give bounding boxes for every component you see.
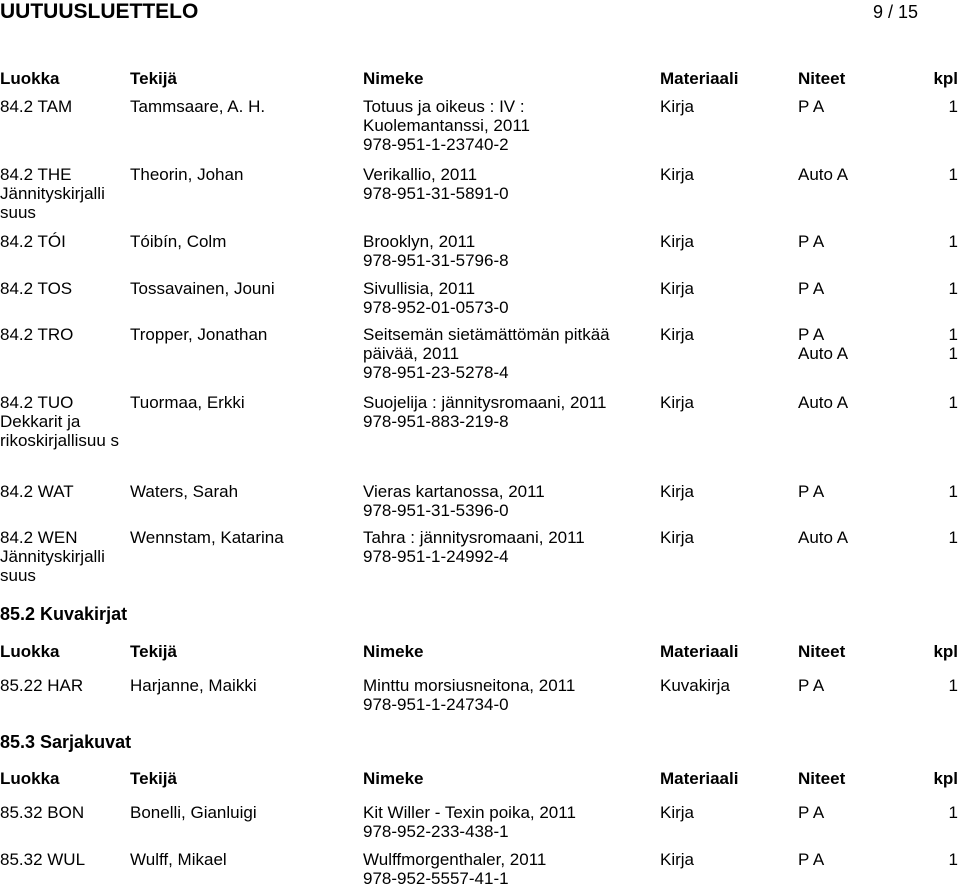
header-niteet: Niteet: [798, 642, 846, 661]
nimeke-line: Suojelija : jännitysromaani, 2011: [363, 393, 607, 412]
cell-niteet: P A: [798, 232, 825, 251]
header-niteet: Niteet: [798, 69, 846, 88]
cell-nimeke: [363, 232, 509, 270]
header-nimeke: Nimeke: [363, 69, 424, 88]
isbn: 978-951-1-24734-0: [363, 695, 509, 714]
header-nimeke: Nimeke: [363, 642, 424, 661]
header-materiaali: Materiaali: [660, 642, 739, 661]
cell-nimeke: [363, 325, 610, 382]
document-title: UUTUUSLUETTELO: [0, 0, 199, 23]
cell-nimeke: [363, 97, 530, 154]
nimeke-line: Kit Willer - Texin poika, 2011: [363, 803, 576, 822]
cell-niteet: Auto A: [798, 165, 849, 184]
column-header-row: [0, 69, 960, 91]
cell-kpl: 1: [948, 482, 958, 501]
cell-nimeke: [363, 393, 607, 431]
cell-nimeke: [363, 279, 509, 317]
nimeke-line: Sivullisia, 2011: [363, 279, 476, 298]
niteet-line: P A: [798, 325, 825, 344]
cell-materiaali: Kirja: [660, 279, 695, 298]
cell-tekija: Waters, Sarah: [130, 482, 239, 501]
nimeke-line: Tahra : jännitysromaani, 2011: [363, 528, 585, 547]
cell-nimeke: [363, 482, 545, 520]
cell-luokka: 85.22 HAR: [0, 676, 84, 695]
cell-kpl: 1: [948, 676, 958, 695]
cell-kpl: 1: [948, 528, 958, 547]
cell-tekija: Tóibín, Colm: [130, 232, 227, 251]
header-tekija: Tekijä: [130, 69, 177, 88]
isbn: 978-952-01-0573-0: [363, 298, 509, 317]
isbn: 978-951-1-23740-2: [363, 135, 509, 154]
header-luokka: Luokka: [0, 69, 60, 88]
header-luokka: Luokka: [0, 642, 60, 661]
cell-luokka: 84.2 TRO: [0, 325, 74, 344]
cell-materiaali: Kirja: [660, 803, 695, 822]
cell-luokka: 84.2 TÓI: [0, 232, 66, 251]
header-luokka: Luokka: [0, 769, 60, 788]
cell-kpl: 1: [948, 850, 958, 869]
cell-materiaali: Kirja: [660, 232, 695, 251]
kpl-line: 1: [948, 344, 958, 363]
cell-luokka: 84.2 TAM: [0, 97, 73, 116]
nimeke-line: Vieras kartanossa, 2011: [363, 482, 545, 501]
nimeke-line: Minttu morsiusneitona, 2011: [363, 676, 576, 695]
cell-nimeke: [363, 850, 546, 888]
cell-tekija: Bonelli, Gianluigi: [130, 803, 257, 822]
cell-materiaali: Kirja: [660, 165, 695, 184]
kpl-line: 1: [948, 325, 958, 344]
header-tekija: Tekijä: [130, 642, 177, 661]
isbn: 978-951-31-5396-0: [363, 501, 509, 520]
header-niteet: Niteet: [798, 769, 846, 788]
header-tekija: Tekijä: [130, 769, 177, 788]
cell-materiaali: Kirja: [660, 528, 695, 547]
section-heading-sarjakuvat: 85.3 Sarjakuvat: [0, 732, 132, 752]
cell-kpl: 1: [948, 232, 958, 251]
nimeke-line: Wulffmorgenthaler, 2011: [363, 850, 547, 869]
cell-nimeke: [363, 165, 509, 203]
cell-nimeke: [363, 676, 575, 714]
cell-niteet: P A: [798, 803, 825, 822]
isbn: 978-951-31-5796-8: [363, 251, 509, 270]
niteet-line: Auto A: [798, 344, 849, 363]
nimeke-line: Seitsemän sietämättömän pitkää: [363, 325, 610, 344]
header-kpl: kpl: [933, 69, 958, 88]
cell-nimeke: [363, 803, 576, 841]
cell-materiaali: Kirja: [660, 97, 695, 116]
nimeke-line: Brooklyn, 2011: [363, 232, 476, 251]
cell-niteet: P A: [798, 97, 825, 116]
cell-materiaali: Kirja: [660, 325, 695, 344]
cell-luokka: 85.32 BON: [0, 803, 85, 822]
isbn: 978-951-883-219-8: [363, 412, 509, 431]
cell-niteet: Auto A: [798, 528, 849, 547]
cell-materiaali: Kirja: [660, 393, 695, 412]
cell-tekija: Tammsaare, A. H.: [130, 97, 266, 116]
cell-luokka: 84.2 WAT: [0, 482, 74, 501]
cell-niteet: P A: [798, 279, 825, 298]
cell-tekija: Tuormaa, Erkki: [130, 393, 245, 412]
cell-niteet: P A: [798, 850, 825, 869]
header-materiaali: Materiaali: [660, 769, 739, 788]
cell-materiaali: Kuvakirja: [660, 676, 730, 695]
cell-kpl: 1: [948, 393, 958, 412]
cell-kpl: 1: [948, 165, 958, 184]
header-materiaali: Materiaali: [660, 69, 739, 88]
nimeke-line: Kuolemantanssi, 2011: [363, 116, 530, 135]
cell-tekija: Wennstam, Katarina: [130, 528, 284, 547]
header-kpl: kpl: [933, 769, 958, 788]
cell-kpl: 1: [948, 803, 958, 822]
cell-kpl: [949, 325, 958, 363]
cell-luokka: 84.2 TUO Dekkarit ja rikoskirjallisuu s: [0, 393, 120, 450]
column-header-row: [0, 769, 960, 791]
cell-niteet: P A: [798, 482, 825, 501]
cell-niteet: P A: [798, 676, 825, 695]
cell-tekija: Tossavainen, Jouni: [130, 279, 275, 298]
column-header-row: [0, 642, 960, 664]
cell-tekija: Theorin, Johan: [130, 165, 244, 184]
cell-luokka: 85.32 WUL: [0, 850, 86, 869]
isbn: 978-952-233-438-1: [363, 822, 509, 841]
header-nimeke: Nimeke: [363, 769, 424, 788]
page-indicator: 9 / 15: [872, 2, 918, 22]
cell-tekija: Harjanne, Maikki: [130, 676, 257, 695]
cell-tekija: Wulff, Mikael: [130, 850, 227, 869]
cell-niteet: [798, 325, 848, 363]
nimeke-line: päivää, 2011: [363, 344, 460, 363]
nimeke-line: Verikallio, 2011: [363, 165, 478, 184]
cell-kpl: 1: [948, 97, 958, 116]
cell-materiaali: Kirja: [660, 482, 695, 501]
section-heading-kuvakirjat: 85.2 Kuvakirjat: [0, 604, 128, 624]
isbn: 978-951-31-5891-0: [363, 184, 509, 203]
cell-tekija: Tropper, Jonathan: [130, 325, 268, 344]
isbn: 978-951-1-24992-4: [363, 547, 509, 566]
isbn: 978-951-23-5278-4: [363, 363, 509, 382]
header-kpl: kpl: [933, 642, 958, 661]
cell-kpl: 1: [948, 279, 958, 298]
cell-luokka: 84.2 THE Jännityskirjalli suus: [0, 165, 105, 222]
cell-luokka: 84.2 WEN Jännityskirjalli suus: [0, 528, 105, 585]
nimeke-line: Totuus ja oikeus : IV :: [363, 97, 525, 116]
isbn: 978-952-5557-41-1: [363, 869, 509, 888]
cell-niteet: Auto A: [798, 393, 849, 412]
cell-luokka: 84.2 TOS: [0, 279, 73, 298]
cell-nimeke: [363, 528, 585, 566]
cell-materiaali: Kirja: [660, 850, 695, 869]
